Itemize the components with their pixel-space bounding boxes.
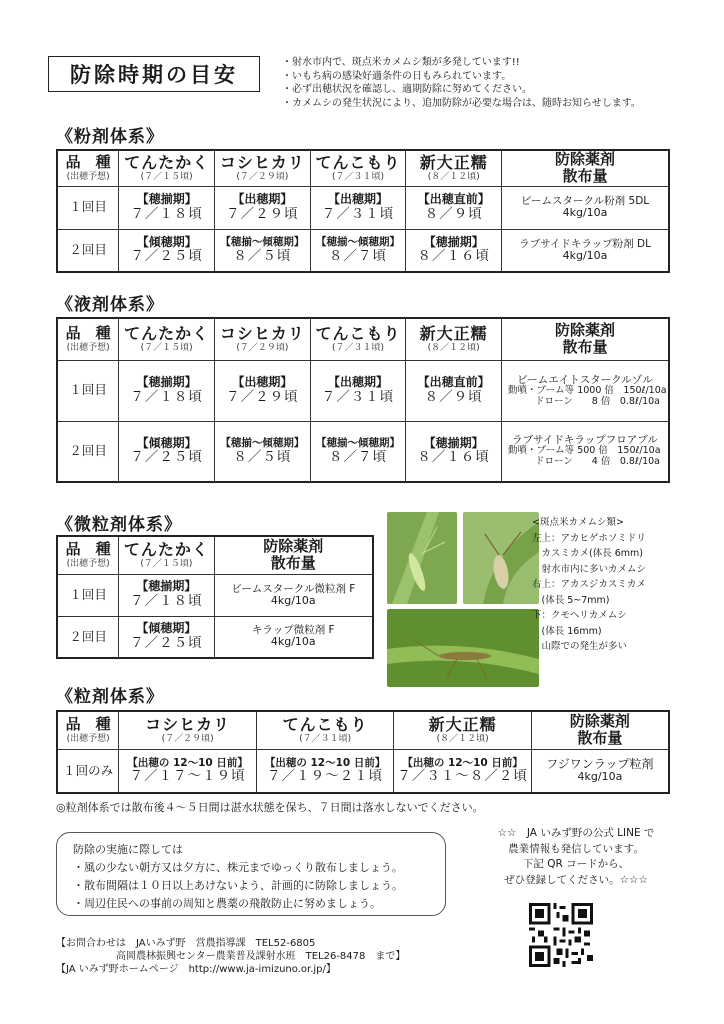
- tips-box: [56, 832, 446, 916]
- variety-header: 品 種 (出穂予想): [57, 318, 119, 360]
- timing-cell: 【出穂の 12～10 日前】 ７／３１～８／２頃: [394, 749, 532, 793]
- timing-cell: 【出穂直前】 ８／９頃: [406, 360, 502, 421]
- table-row: [57, 749, 669, 793]
- notice-item: ・いもち病の感染好適条件の日もみられています。: [282, 70, 512, 82]
- timing-cell: 【穂揃～傾穂期】 ８／７頃: [310, 421, 406, 482]
- chemical-header: 防除薬剤 散布量: [531, 711, 669, 749]
- variety-col-header: てんこもり (７／３１頃): [256, 711, 394, 749]
- timing-cell: 【穂揃～傾穂期】 ８／７頃: [310, 229, 406, 272]
- variety-col-header: てんたかく (７／１５頃): [119, 150, 215, 186]
- notice-item: ・必ず出穂状況を確認し、適期防除に努めてください。: [282, 84, 532, 95]
- variety-col-header: コシヒカリ (７／２９頃): [215, 318, 311, 360]
- timing-cell: 【出穂直前】 ８／９頃: [406, 186, 502, 229]
- line-info-line: ぜひ登録してください。☆☆☆: [504, 873, 648, 886]
- qr-code[interactable]: [529, 903, 593, 967]
- variety-col-header: 新大正糯 (８／１２頃): [406, 318, 502, 360]
- variety-header: 品 種 (出穂予想): [57, 536, 119, 574]
- chemical-cell: ビームエイトスタークルゾル 動噴・ブーム等 1000 倍 150ℓ/10a ドローン 8 倍 0.8ℓ/10a: [501, 360, 669, 421]
- contact-line[interactable]: 【JA いみず野ホームページ http://www.ja-imizuno.or.jp/】: [56, 964, 336, 975]
- notice-item: ・射水市内で、斑点米カメムシ類が多発しています!!: [282, 57, 520, 68]
- variety-col-header: コシヒカリ (７／２９頃): [215, 150, 311, 186]
- timing-cell: 【出穂期】 ７／２９頃: [215, 186, 311, 229]
- timing-cell: 【出穂の 12～10 日前】 ７／１７～１９頃: [119, 749, 257, 793]
- round-cell: ２回目: [57, 616, 119, 658]
- caption-line: (体長 16mm): [532, 625, 602, 637]
- chemical-cell: キラップ微粒剤 F 4kg/10a: [214, 616, 373, 658]
- chemical-cell: ビームスタークル微粒剤 F 4kg/10a: [214, 574, 373, 616]
- section-heading-liquid: 《液剤体系》: [56, 295, 164, 315]
- line-info-line: 農業情報も発信しています。: [508, 842, 644, 855]
- line-info-line: ☆☆ JA いみず野の公式 LINE で: [497, 827, 655, 839]
- granule-footnote: ◎粒剤体系では散布後４～５日間は湛水状態を保ち、７日間は落水しないでください。: [56, 801, 484, 814]
- table-header-row: [57, 318, 669, 360]
- contact-line: 高岡農林振興センター農業普及課射水班 TEL26-8478 まで】: [56, 951, 406, 962]
- granule-table: [56, 710, 670, 794]
- round-cell: １回目: [57, 360, 119, 421]
- chemical-header: 防除薬剤 散布量: [502, 150, 669, 186]
- timing-cell: 【出穂期】 ７／３１頃: [310, 360, 406, 421]
- timing-cell: 【穂揃期】 ８／１６頃: [406, 421, 502, 482]
- contact-info: [56, 937, 405, 976]
- timing-cell: 【傾穂期】 ７／２５頃: [119, 421, 215, 482]
- table-header-row: [57, 150, 669, 186]
- round-cell: １回目: [57, 574, 119, 616]
- round-cell: １回のみ: [57, 749, 119, 793]
- section-heading-micro: 《微粒剤体系》: [56, 515, 182, 535]
- page-title: 防除時期の目安: [48, 56, 260, 92]
- caption-line: カスミカメ(体長 6mm): [532, 548, 643, 559]
- chemical-cell: ラブサイドキラップ粉剤 DL 4kg/10a: [502, 229, 669, 272]
- tip-line: ・周辺住民への事前の周知と農薬の飛散防止に努めましょう。: [73, 897, 381, 910]
- timing-cell: 【穂揃期】 ７／１８頃: [119, 360, 215, 421]
- chemical-header: 防除薬剤 散布量: [501, 318, 669, 360]
- notice-item: ・カメムシの発生状況により、追加防除が必要な場合は、随時お知らせします。: [282, 97, 641, 109]
- table-row: [57, 574, 373, 616]
- section-heading-powder: 《粉剤体系》: [56, 127, 164, 147]
- variety-col-header: 新大正糯 (８／１２頃): [394, 711, 532, 749]
- round-cell: ２回目: [57, 421, 119, 482]
- timing-cell: 【出穂の 12～10 日前】 ７／１９～２１頃: [256, 749, 394, 793]
- caption-line: (体長 5~7mm): [532, 594, 610, 606]
- caption-line: 左上：アカヒゲホソミドリ: [532, 532, 646, 544]
- timing-cell: 【穂揃～傾穂期】 ８／５頃: [215, 229, 311, 272]
- liquid-table: [56, 317, 670, 483]
- timing-cell: 【穂揃～傾穂期】 ８／５頃: [215, 421, 311, 482]
- line-info-line: 下記 QR コードから、: [522, 858, 630, 870]
- variety-col-header: てんたかく (７／１５頃): [119, 536, 214, 574]
- chemical-header: 防除薬剤 散布量: [214, 536, 373, 574]
- tip-line: 防除の実施に際しては: [73, 843, 183, 856]
- tip-line: ・風の少ない朝方又は夕方に、株元までゆっくり散布しましょう。: [73, 861, 403, 874]
- chemical-cell: フジワンラップ粒剤 4kg/10a: [531, 749, 669, 793]
- table-row: [57, 186, 669, 229]
- timing-cell: 【傾穂期】 ７／２５頃: [119, 229, 215, 272]
- micro-table: [56, 535, 374, 659]
- table-header-row: [57, 536, 373, 574]
- insect-photo-long-bug: [387, 609, 539, 687]
- table-row: [57, 616, 373, 658]
- variety-col-header: てんこもり (７／３１頃): [310, 150, 406, 186]
- variety-col-header: コシヒカリ (７／２９頃): [119, 711, 257, 749]
- variety-header: 品 種 (出穂予想): [57, 150, 119, 186]
- caption-line: <斑点米カメムシ類>: [532, 517, 624, 528]
- timing-cell: 【出穂期】 ７／３１頃: [310, 186, 406, 229]
- timing-cell: 【穂揃期】 ８／１６頃: [406, 229, 502, 272]
- table-header-row: [57, 711, 669, 749]
- timing-cell: 【傾穂期】 ７／２５頃: [119, 616, 214, 658]
- powder-table: [56, 149, 670, 273]
- variety-col-header: てんこもり (７／３１頃): [310, 318, 406, 360]
- insect-caption: [532, 515, 702, 655]
- caption-line: 右上：アカスジカスミカメ: [532, 579, 646, 590]
- timing-cell: 【出穂期】 ７／２９頃: [215, 360, 311, 421]
- timing-cell: 【穂揃期】 ７／１８頃: [119, 186, 215, 229]
- round-cell: １回目: [57, 186, 119, 229]
- table-row: [57, 360, 669, 421]
- insect-photo-green-bug: [387, 512, 457, 604]
- contact-line: 【お問合わせは JAいみず野 営農指導課 TEL52-6805: [56, 938, 316, 949]
- table-row: [57, 421, 669, 482]
- variety-header: 品 種 (出穂予想): [57, 711, 119, 749]
- variety-col-header: 新大正糯 (８／１２頃): [406, 150, 502, 186]
- caption-line: 下：クモヘリカメムシ: [532, 610, 627, 621]
- insect-photo-red-striped-bug: [463, 512, 539, 604]
- caption-line: 山際での発生が多い: [532, 641, 628, 652]
- tip-line: ・散布間隔は１０日以上あけないよう、計画的に防除しましょう。: [73, 879, 403, 892]
- variety-col-header: てんたかく (７／１５頃): [119, 318, 215, 360]
- section-heading-granule: 《粒剤体系》: [56, 687, 164, 707]
- round-cell: ２回目: [57, 229, 119, 272]
- chemical-cell: ラブサイドキラップフロアブル 動噴・ブーム等 500 倍 150ℓ/10a ドローン 4 倍 0.8ℓ/10a: [501, 421, 669, 482]
- timing-cell: 【穂揃期】 ７／１８頃: [119, 574, 214, 616]
- table-row: [57, 229, 669, 272]
- line-info: [466, 826, 686, 888]
- notice-list: [282, 56, 702, 110]
- chemical-cell: ビームスタークル粉剤 5DL 4kg/10a: [502, 186, 669, 229]
- caption-line: 射水市内に多いカメムシ: [532, 563, 647, 575]
